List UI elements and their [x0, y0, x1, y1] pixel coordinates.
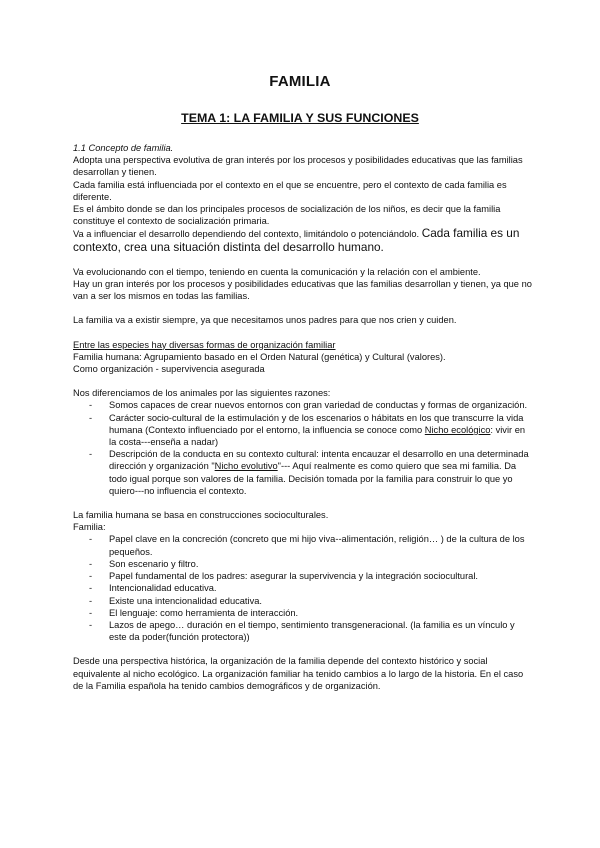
paragraph: Nos diferenciamos de los animales por las siguientes razones:	[73, 388, 331, 399]
paragraph: Hay un gran interés por los procesos y posibilidades educativas que las familias desarrollan y tienen, ya que no van a ser los mismos en todas las familias.	[73, 279, 532, 302]
list-item	[73, 412, 533, 449]
spacer	[73, 497, 533, 509]
paragraph: La familia humana se basa en construcciones socioculturales.	[73, 510, 329, 521]
section-heading-organizacion: Entre las especies hay diversas formas de organización familiar	[73, 339, 336, 350]
paragraph: Familia humana: Agrupamiento basado en el Orden Natural (genética) y Cultural (valores).	[73, 351, 446, 362]
paragraph: Adopta una perspectiva evolutiva de gran interés por los procesos y posibilidades educativas que las familias desarrollan y tienen.	[73, 155, 523, 178]
spacer	[73, 643, 533, 655]
reasons-list	[73, 399, 533, 497]
list-item: - Papel fundamental de los padres: asegurar la supervivencia y la integración sociocultural.	[73, 570, 533, 582]
list-item: - Existe una intencionalidad educativa.	[73, 595, 533, 607]
list-item: - El lenguaje: como herramienta de interacción.	[73, 607, 533, 619]
term-nicho-ecologico: Nicho ecológico	[424, 424, 491, 435]
paragraph: Va evolucionando con el tiempo, teniendo en cuenta la comunicación y la relación con el ambiente.	[73, 266, 481, 277]
paragraph: Desde una perspectiva histórica, la organización de la familia depende del contexto histórico y social equivalente al nicho ecológico. La organización familiar ha tenido cambios a lo largo de la historia. En el caso de la Familia española ha tenido cambios demográficos y de organización.	[73, 656, 524, 691]
list-item-text: Descripción de la conducta en su contexto cultural: intenta encauzar el desarrollo en una determinada dirección y organización "	[109, 449, 529, 472]
document-body	[73, 142, 533, 692]
list-item: - Lazos de apego… duración en el tiempo, sentimiento transgeneracional. (la familia es un vínculo y este da poder(función protectora))	[73, 619, 533, 643]
document-title: FAMILIA	[269, 73, 331, 90]
list-item-text: : vivir en la costa---enseña a nadar)	[109, 424, 526, 448]
spacer	[73, 302, 533, 314]
paragraph: Familia:	[73, 522, 106, 533]
list-item: - Papel clave en la concreción (concreto que mi hijo viva--alimentación, religión… ) de la cultura de los pequeños.	[73, 533, 533, 557]
document-subtitle: TEMA 1: LA FAMILIA Y SUS FUNCIONES	[181, 111, 419, 125]
paragraph-text: Va a influenciar el desarrollo dependiendo del contexto, limitándolo o potenciándolo.	[73, 229, 422, 240]
paragraph: La familia va a existir siempre, ya que necesitamos unos padres para que nos crien y cuiden.	[73, 315, 457, 326]
spacer	[73, 254, 533, 266]
spacer	[73, 375, 533, 387]
paragraph: Es el ámbito donde se dan los principales procesos de socialización de los niños, es decir que la familia constituye el contexto de socialización primaria.	[73, 204, 501, 227]
term-nicho-evolutivo: Nicho evolutivo	[214, 461, 278, 472]
spacer	[73, 327, 533, 339]
section-heading-concepto: 1.1 Concepto de familia.	[73, 143, 174, 153]
list-item: - Intencionalidad educativa.	[73, 582, 533, 594]
familia-list	[73, 533, 533, 643]
list-item	[73, 448, 533, 497]
list-item: - Somos capaces de crear nuevos entornos con gran variedad de conductas y formas de organización.	[73, 399, 533, 411]
paragraph: Cada familia está influenciada por el contexto en el que se encuentre, pero el contexto de cada familia es diferente.	[73, 179, 507, 202]
list-item-text: "--- Aquí realmente es como quiero que sea mi familia. Da todo igual porque son valores de la familia. Decisión tomada por la familia para construir lo que yo quiero---no influencia el contexto.	[109, 461, 517, 496]
paragraph-text-large: Cada familia es un contexto, crea una situación distinta del desarrollo humano.	[73, 226, 520, 254]
paragraph	[73, 227, 533, 253]
list-item: - Son escenario y filtro.	[73, 558, 533, 570]
list-item-text: Carácter socio-cultural de la estimulación y de los escenarios o hábitats en los que transcurre la vida humana (Contexto influenciado por el entorno, la influencia se conoce como	[109, 412, 524, 435]
paragraph: Como organización - supervivencia asegurada	[73, 364, 265, 375]
